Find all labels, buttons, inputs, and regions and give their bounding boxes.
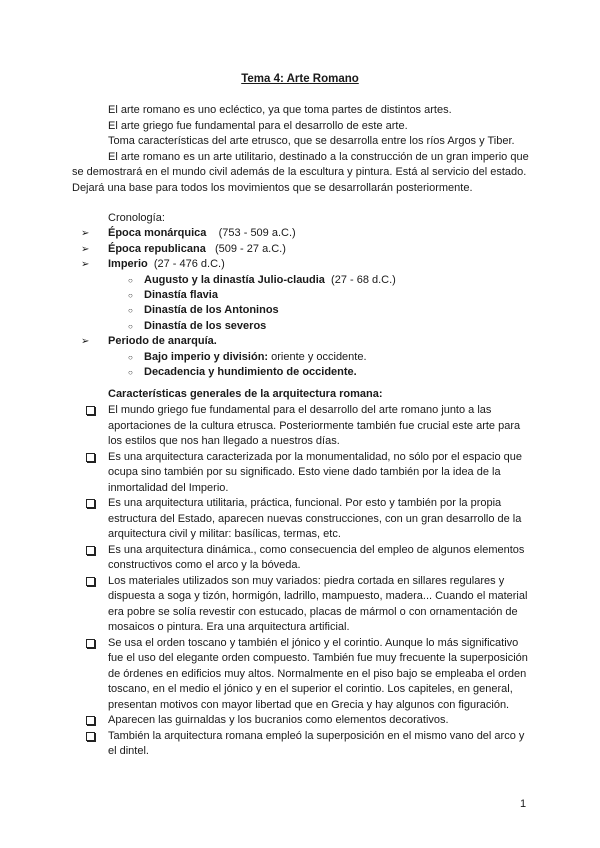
checkbox-bullet-icon — [86, 406, 95, 415]
dynasty-name: Dinastía de los severos — [144, 319, 267, 332]
checkbox-bullet-icon — [86, 639, 95, 648]
period-dates: (753 - 509 a.C.) — [206, 227, 296, 240]
checkbox-bullet-icon — [86, 732, 95, 741]
sub-list-item — [72, 273, 542, 288]
list-item — [72, 636, 532, 714]
item-text: Es una arquitectura dinámica., como consecuencia del empleo de algunos elementos constructivos como el arco y la bóveda. — [108, 543, 525, 571]
sub-list-item — [72, 350, 542, 365]
sub-list-item — [72, 288, 542, 303]
item-text: Es una arquitectura utilitaria, práctica, funcional. Por esto y también por la propia estructura del Estado, aparecen nuevas construcciones, con un gran desarrollo de la arquitectura civil y militar: basílicas, termas, etc. — [108, 497, 522, 540]
arrow-bullet-icon: ➢ — [81, 243, 90, 255]
sub-list-item — [72, 303, 542, 318]
cronologia-heading: Cronología: — [108, 212, 165, 224]
list-item — [72, 226, 542, 241]
circle-bullet-icon: ○ — [128, 306, 133, 316]
period-name: Época monárquica — [108, 227, 207, 240]
circle-bullet-icon: ○ — [128, 275, 133, 285]
intro-paragraph: El arte romano es un arte utilitario, destinado a la construcción de un gran imperio que se demostrará en el mundo civil además de la escultura y pintura. Está al servicio del estado. Dejará una base para todos los movimientos que se desarrollarán posteriormente. — [72, 150, 529, 194]
list-item — [72, 450, 532, 497]
list-item — [72, 242, 542, 257]
subperiod-name: Bajo imperio y división: — [144, 350, 269, 363]
list-item — [72, 257, 542, 272]
caracteristicas-list — [72, 403, 532, 760]
intro-paragraph: El arte griego fue fundamental para el desarrollo de este arte. — [108, 119, 408, 132]
period-name: Imperio — [108, 258, 148, 271]
period-dates: (509 - 27 a.C.) — [205, 242, 286, 255]
checkbox-bullet-icon — [86, 453, 95, 462]
page-number: 1 — [520, 798, 527, 810]
checkbox-bullet-icon — [86, 546, 95, 555]
circle-bullet-icon: ○ — [128, 352, 133, 362]
list-item — [72, 403, 532, 450]
list-item — [72, 334, 542, 349]
period-name: Época republicana — [108, 242, 206, 255]
checkbox-bullet-icon — [86, 716, 95, 725]
list-item — [72, 713, 532, 729]
page-title: Tema 4: Arte Romano — [241, 73, 359, 85]
sub-list-item — [72, 365, 542, 380]
sub-list-item — [72, 319, 542, 334]
list-item — [72, 729, 532, 760]
list-item — [72, 496, 532, 543]
checkbox-bullet-icon — [86, 577, 95, 586]
list-item — [72, 574, 532, 636]
circle-bullet-icon: ○ — [128, 368, 133, 378]
dynasty-dates: (27 - 68 d.C.) — [324, 273, 396, 286]
checkbox-bullet-icon — [86, 499, 95, 508]
cronologia-section — [72, 211, 542, 380]
intro-paragraphs — [72, 103, 532, 197]
arrow-bullet-icon: ➢ — [81, 228, 90, 240]
period-name: Periodo de anarquía. — [108, 335, 217, 348]
item-text: El mundo griego fue fundamental para el desarrollo del arte romano junto a las aportaciones de la cultura etrusca. Posteriormente también fue crucial este arte para los estilos que nos han llegado a nuestros días. — [108, 404, 521, 447]
circle-bullet-icon: ○ — [128, 291, 133, 301]
item-text: Aparecen las guirnaldas y los bucranios como elementos decorativos. — [108, 714, 449, 726]
subperiod-detail: oriente y occidente. — [268, 350, 367, 363]
dynasty-name: Dinastía de los Antoninos — [144, 304, 279, 317]
section-heading: Características generales de la arquitectura romana: — [108, 388, 383, 400]
item-text: Se usa el orden toscano y también el jónico y el corintio. Aunque lo más significativo fue el uso del elegante orden compuesto. También fue muy frecuente la superposición de órdenes en edificios muy altos. Normalmente en el piso bajo se empleaba el orden toscano, en el medio el jónico y en el superior el corintio. Los capiteles, en general, presentan motivos con mayor libertad que en Grecia y hay algunos con figuración. — [108, 636, 528, 711]
arrow-bullet-icon: ➢ — [81, 336, 90, 348]
period-dates: (27 - 476 d.C.) — [147, 258, 225, 271]
item-text: Es una arquitectura caracterizada por la monumentalidad, no sólo por el espacio que ocupa sino también por su significado. Esto viene dado también por la idea de la inmortalidad del Imperio. — [108, 450, 522, 494]
arrow-bullet-icon: ➢ — [81, 259, 90, 271]
dynasty-name: Augusto y la dinastía Julio-claudia — [144, 273, 325, 286]
intro-paragraph: El arte romano es uno ecléctico, ya que toma partes de distintos artes. — [108, 104, 452, 116]
item-text: También la arquitectura romana empleó la superposición en el mismo vano del arco y el dintel. — [108, 729, 525, 757]
item-text: Los materiales utilizados son muy variados: piedra cortada en sillares regulares y dispuesta a soga y tizón, hormigón, ladrillo, mampuesto, madera... Cuando el material era pobre se solía revestir con estucado, placas de mármol o con ornamentación de mosaicos o pintura. Era una arquitectura artificial. — [108, 574, 528, 633]
circle-bullet-icon: ○ — [128, 321, 133, 331]
subperiod-name: Decadencia y hundimiento de occidente. — [144, 366, 357, 379]
list-item — [72, 543, 532, 574]
intro-paragraph: Toma características del arte etrusco, que se desarrolla entre los ríos Argos y Tiber. — [108, 135, 515, 148]
dynasty-name: Dinastía flavia — [144, 289, 218, 302]
